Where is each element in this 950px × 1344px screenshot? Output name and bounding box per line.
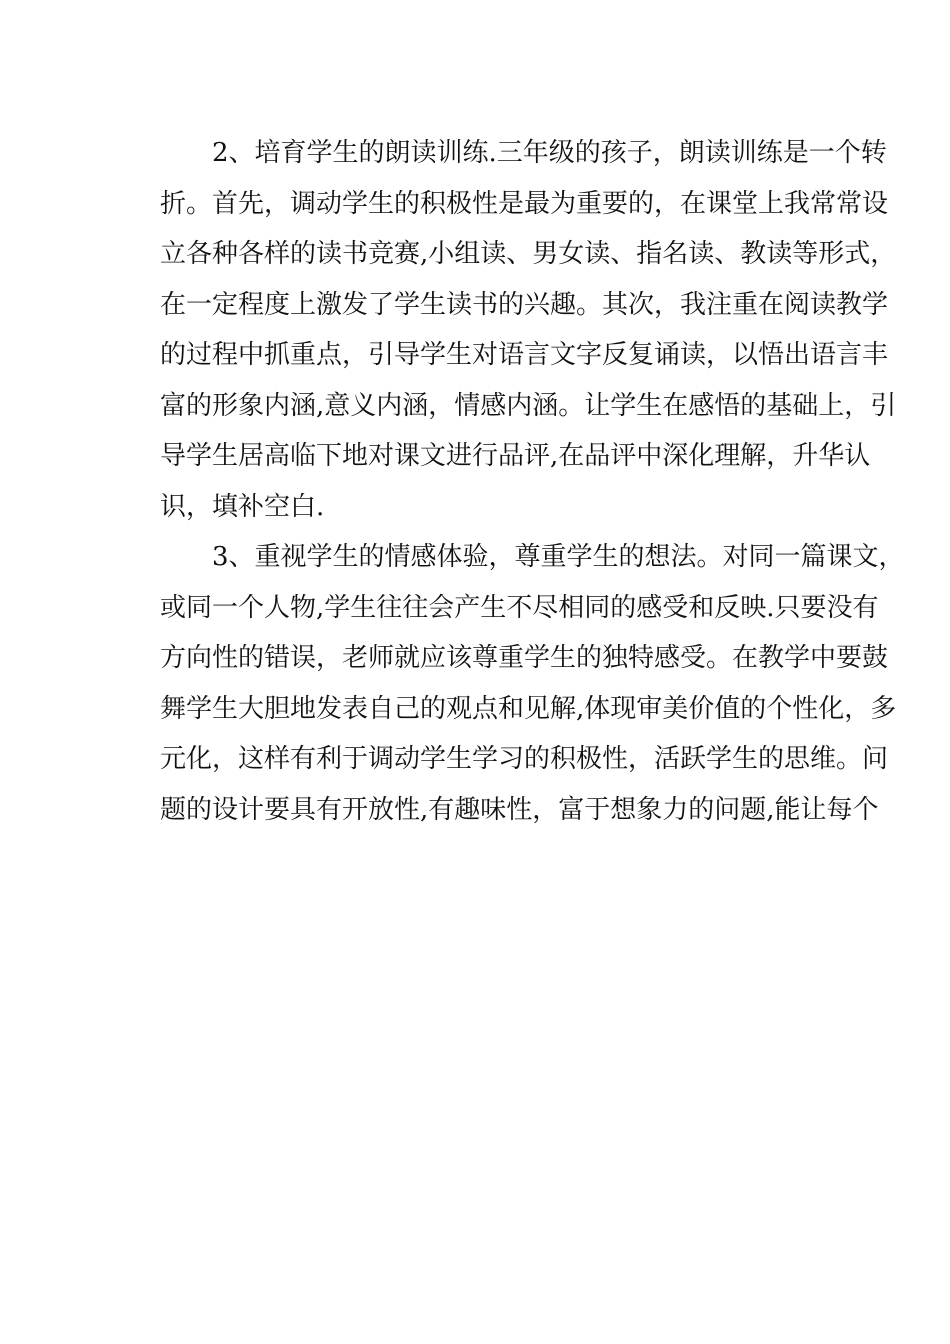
text-line: 元化，这样有利于调动学生学习的积极性，活跃学生的思维。问 bbox=[160, 744, 889, 774]
text-line: 2、培育学生的朗读训练.三年级的孩子，朗读训练是一个转 bbox=[212, 138, 887, 168]
text-line: 折。首先，调动学生的积极性是最为重要的，在课堂上我常常设 bbox=[160, 188, 889, 219]
paragraph-2 bbox=[108, 128, 897, 532]
text-line: 的过程中抓重点，引导学生对语言文字反复诵读，以悟出语言丰 bbox=[160, 340, 889, 370]
text-line: 3、重视学生的情感体验，尊重学生的想法。对同一篇课文， bbox=[212, 542, 905, 572]
text-line: 识，填补空白. bbox=[160, 491, 325, 522]
text-line: 富的形象内涵,意义内涵，情感内涵。让学生在感悟的基础上，引 bbox=[160, 390, 897, 421]
text-line: 舞学生大胆地发表自己的观点和见解,体现审美价值的个性化，多 bbox=[160, 693, 897, 724]
text-line: 立各种各样的读书竞赛,小组读、男女读、指名读、教读等形式， bbox=[160, 239, 897, 269]
text-line: 在一定程度上激发了学生读书的兴趣。其次，我注重在阅读教学 bbox=[160, 289, 889, 320]
text-line: 方向性的错误，老师就应该尊重学生的独特感受。在教学中要鼓 bbox=[160, 643, 889, 673]
paragraph-3 bbox=[108, 532, 905, 835]
text-line: 题的设计要具有开放性,有趣味性，富于想象力的问题,能让每个 bbox=[160, 794, 879, 825]
text-line: 或同一个人物,学生往往会产生不尽相同的感受和反映.只要没有 bbox=[160, 592, 879, 623]
text-line: 导学生居高临下地对课文进行品评,在品评中深化理解，升华认 bbox=[160, 441, 871, 471]
document-page bbox=[108, 128, 905, 835]
